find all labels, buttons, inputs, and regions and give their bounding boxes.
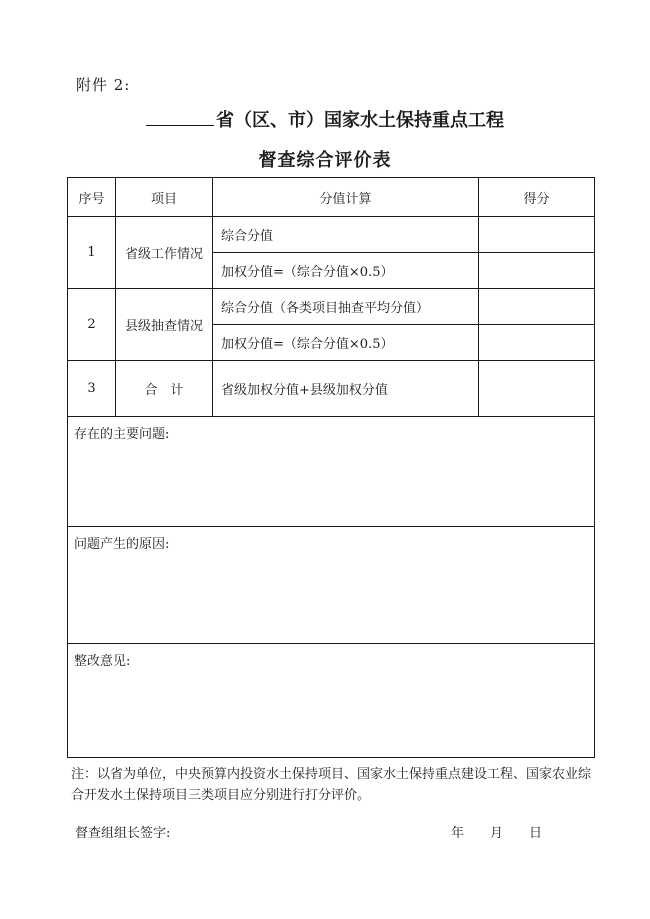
date-label: 年 月 日 — [451, 826, 543, 841]
table-row — [68, 361, 595, 417]
header-seq: 序号 — [68, 178, 116, 217]
row3-calc: 省级加权分值+县级加权分值 — [213, 361, 479, 417]
header-score: 得分 — [479, 178, 595, 217]
row1-score1[interactable] — [479, 217, 595, 253]
row2-calc2: 加权分值=（综合分值×0.5） — [213, 325, 479, 361]
problems-label: 存在的主要问题: — [74, 427, 170, 442]
row1-item: 省级工作情况 — [116, 217, 213, 289]
header-row — [68, 178, 595, 217]
form-title-line1 — [0, 106, 650, 132]
rectification-label: 整改意见: — [74, 654, 131, 669]
row1-score2[interactable] — [479, 253, 595, 289]
form-title-line2: 督查综合评价表 — [258, 150, 392, 171]
row2-item: 县级抽查情况 — [116, 289, 213, 361]
header-item: 项目 — [116, 178, 213, 217]
row1-calc2: 加权分值=（综合分值×0.5） — [213, 253, 479, 289]
rectification-field[interactable] — [68, 644, 595, 758]
row3-item: 合 计 — [116, 361, 213, 417]
causes-label: 问题产生的原因: — [74, 537, 170, 552]
attachment-label: 附件 2: — [76, 76, 131, 94]
causes-field[interactable] — [68, 527, 595, 644]
row2-calc1: 综合分值（各类项目抽查平均分值） — [213, 289, 479, 325]
signature-label: 督查组组长签字: — [75, 826, 171, 841]
row2-score1[interactable] — [479, 289, 595, 325]
table-row — [68, 289, 595, 325]
row2-seq: 2 — [68, 289, 116, 361]
problems-field[interactable] — [68, 417, 595, 527]
title-line1-text: 省（区、市）国家水土保持重点工程 — [216, 110, 504, 131]
province-blank[interactable] — [146, 109, 214, 126]
causes-section — [68, 527, 595, 644]
row1-calc1: 综合分值 — [213, 217, 479, 253]
row1-seq: 1 — [68, 217, 116, 289]
evaluation-table — [67, 177, 595, 758]
problems-section — [68, 417, 595, 527]
footnote: 注：以省为单位，中央预算内投资水土保持项目、国家水土保持重点建设工程、国家农业综合开发水土保持项目三类项目应分别进行打分评价。 — [71, 767, 592, 803]
row3-seq: 3 — [68, 361, 116, 417]
rectification-section — [68, 644, 595, 758]
header-calc: 分值计算 — [213, 178, 479, 217]
row2-score2[interactable] — [479, 325, 595, 361]
row3-score[interactable] — [479, 361, 595, 417]
table-row — [68, 217, 595, 253]
